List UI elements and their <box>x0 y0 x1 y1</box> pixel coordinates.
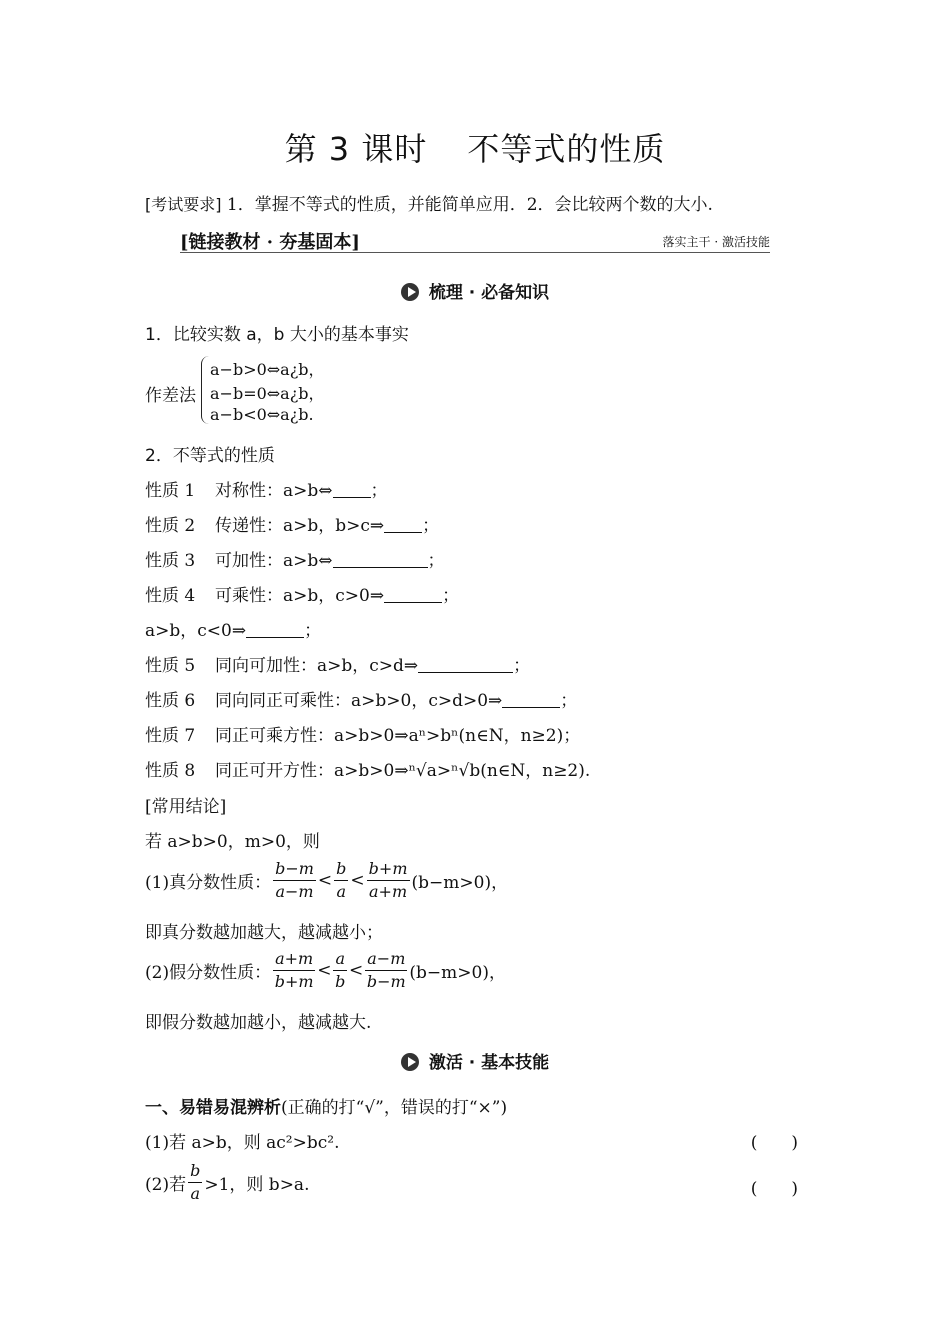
property-label: 性质 7 <box>145 726 196 746</box>
answer-blank[interactable] <box>333 483 371 498</box>
property-name: 可加性： <box>215 551 283 571</box>
p1-tail: (b−m>0)， <box>411 873 509 893</box>
property-expr: a>b，c<0⇒ <box>145 621 247 641</box>
property-4b <box>145 616 321 641</box>
section-header-right: 落实主干 · 激活技能 <box>662 235 770 249</box>
answer-blank[interactable] <box>246 623 304 638</box>
numerator: b <box>334 858 348 881</box>
denominator: b <box>335 972 346 991</box>
property-expr: a>b>0⇒ⁿ√a>ⁿ√b(n∈N，n≥2). <box>334 761 591 781</box>
property-tail: ； <box>304 621 322 641</box>
denominator: b−m <box>366 972 406 991</box>
answer-blank[interactable] <box>333 553 428 568</box>
case-greater: a−b>0⇔a¿b， <box>210 360 325 379</box>
exercise-heading <box>145 1093 507 1118</box>
answer-blank[interactable] <box>384 518 422 533</box>
requirement-tag: [考试要求] <box>145 195 222 214</box>
denominator: a−m <box>275 882 314 901</box>
question-2 <box>145 1160 309 1205</box>
less-than: < <box>317 960 332 981</box>
case-less: a−b<0⇔a¿b. <box>210 405 314 424</box>
property-name: 同向同正可乘性： <box>215 691 351 711</box>
answer-blank[interactable] <box>502 693 560 708</box>
numerator: a−m <box>365 948 407 971</box>
property-expr: a>b，c>d⇒ <box>317 656 419 676</box>
property-tail: ； <box>560 691 578 711</box>
subsection-skills <box>0 1048 950 1073</box>
denominator: b+m <box>274 972 314 991</box>
section-header-left: [链接教材 · 夯基固本] <box>180 232 360 253</box>
numerator: b−m <box>273 858 316 881</box>
fraction <box>367 858 410 903</box>
left-brace <box>201 356 210 424</box>
p1-label: (1)真分数性质： <box>145 873 272 893</box>
property-expr: a>b⇔ <box>283 481 333 501</box>
property-name: 传递性： <box>215 516 283 536</box>
answer-blank[interactable] <box>384 588 442 603</box>
property-4 <box>145 581 459 606</box>
less-than: < <box>350 870 365 891</box>
fraction <box>188 1160 202 1205</box>
property-2 <box>145 511 439 536</box>
common-premise: 若 a>b>0，m>0，则 <box>145 832 320 852</box>
common-conclusion-heading: [常用结论] <box>145 797 227 817</box>
item1-heading: 1．比较实数 a，b 大小的基本事实 <box>145 325 409 345</box>
property-expr: a>b，c>0⇒ <box>283 586 385 606</box>
property-label: 性质 8 <box>145 761 196 781</box>
property-label: 性质 2 <box>145 516 196 536</box>
method-label: 作差法 <box>145 386 196 406</box>
question-1: (1)若 a>b，则 ac²>bc². <box>145 1133 340 1153</box>
play-circle-icon <box>401 1053 419 1071</box>
proper-fraction-note: 即真分数越加越大，越减越小； <box>145 923 383 943</box>
denominator: a <box>190 1184 200 1203</box>
answer-paren-2[interactable]: ( ) <box>750 1179 798 1199</box>
exercise-heading-text: 一、易错易混辨析 <box>145 1098 281 1118</box>
item2-heading: 2．不等式的性质 <box>145 446 275 466</box>
improper-fraction-note: 即假分数越加越小，越减越大. <box>145 1013 372 1033</box>
exam-requirement <box>145 190 713 215</box>
improper-fraction-property <box>145 948 506 993</box>
property-label: 性质 3 <box>145 551 196 571</box>
p2-label: (2)假分数性质： <box>145 963 272 983</box>
fraction <box>333 948 347 993</box>
property-name: 同向可加性： <box>215 656 317 676</box>
property-3 <box>145 546 445 571</box>
property-tail: ； <box>427 551 445 571</box>
property-tail: ； <box>422 516 440 536</box>
exercise-heading-note: (正确的打“√”，错误的打“×”) <box>281 1098 508 1118</box>
less-than: < <box>349 960 364 981</box>
property-7 <box>145 721 580 746</box>
numerator: a <box>333 948 347 971</box>
property-label: 性质 1 <box>145 481 196 501</box>
denominator: a <box>336 882 347 901</box>
play-circle-icon <box>401 283 419 301</box>
title-lesson-number: 第 3 课时 <box>284 130 428 168</box>
title-topic: 不等式的性质 <box>467 130 666 168</box>
fraction <box>273 858 316 903</box>
q2-prefix: (2)若 <box>145 1175 187 1195</box>
property-label: 性质 5 <box>145 656 196 676</box>
q2-suffix: >1，则 b>a. <box>204 1175 310 1195</box>
numerator: a+m <box>273 948 315 971</box>
property-name: 可乘性： <box>215 586 283 606</box>
property-5 <box>145 651 530 676</box>
proper-fraction-property <box>145 858 508 903</box>
property-label: 性质 6 <box>145 691 196 711</box>
less-than: < <box>317 870 333 891</box>
p2-tail: (b−m>0)， <box>409 963 506 983</box>
denominator: a+m <box>369 882 408 901</box>
numerator: b+m <box>367 858 410 881</box>
property-1 <box>145 476 388 501</box>
answer-paren-1[interactable]: ( ) <box>750 1133 798 1153</box>
property-name: 同正可开方性： <box>215 761 334 781</box>
property-8 <box>145 756 590 781</box>
page-title <box>0 124 950 170</box>
requirement-text: 1．掌握不等式的性质，并能简单应用．2．会比较两个数的大小. <box>226 195 713 215</box>
property-6 <box>145 686 577 711</box>
property-tail: ； <box>370 481 388 501</box>
property-name: 同正可乘方性： <box>215 726 334 746</box>
property-expr: a>b>0，c>d>0⇒ <box>351 691 503 711</box>
property-tail: ； <box>442 586 460 606</box>
property-name: 对称性： <box>215 481 283 501</box>
subsection-knowledge-title: 梳理 · 必备知识 <box>428 283 550 303</box>
fraction <box>365 948 407 993</box>
property-expr: a>b>0⇒aⁿ>bⁿ(n∈N，n≥2)； <box>334 726 581 746</box>
answer-blank[interactable] <box>418 658 513 673</box>
subsection-skills-title: 激活 · 基本技能 <box>428 1053 550 1073</box>
numerator: b <box>188 1160 202 1183</box>
section-header-bar <box>180 228 770 253</box>
fraction <box>334 858 348 903</box>
fraction <box>273 948 315 993</box>
subsection-knowledge <box>0 278 950 303</box>
property-expr: a>b⇔ <box>283 551 333 571</box>
property-expr: a>b，b>c⇒ <box>283 516 385 536</box>
case-equal: a−b=0⇔a¿b， <box>210 384 325 403</box>
property-label: 性质 4 <box>145 586 196 606</box>
property-tail: ； <box>513 656 531 676</box>
